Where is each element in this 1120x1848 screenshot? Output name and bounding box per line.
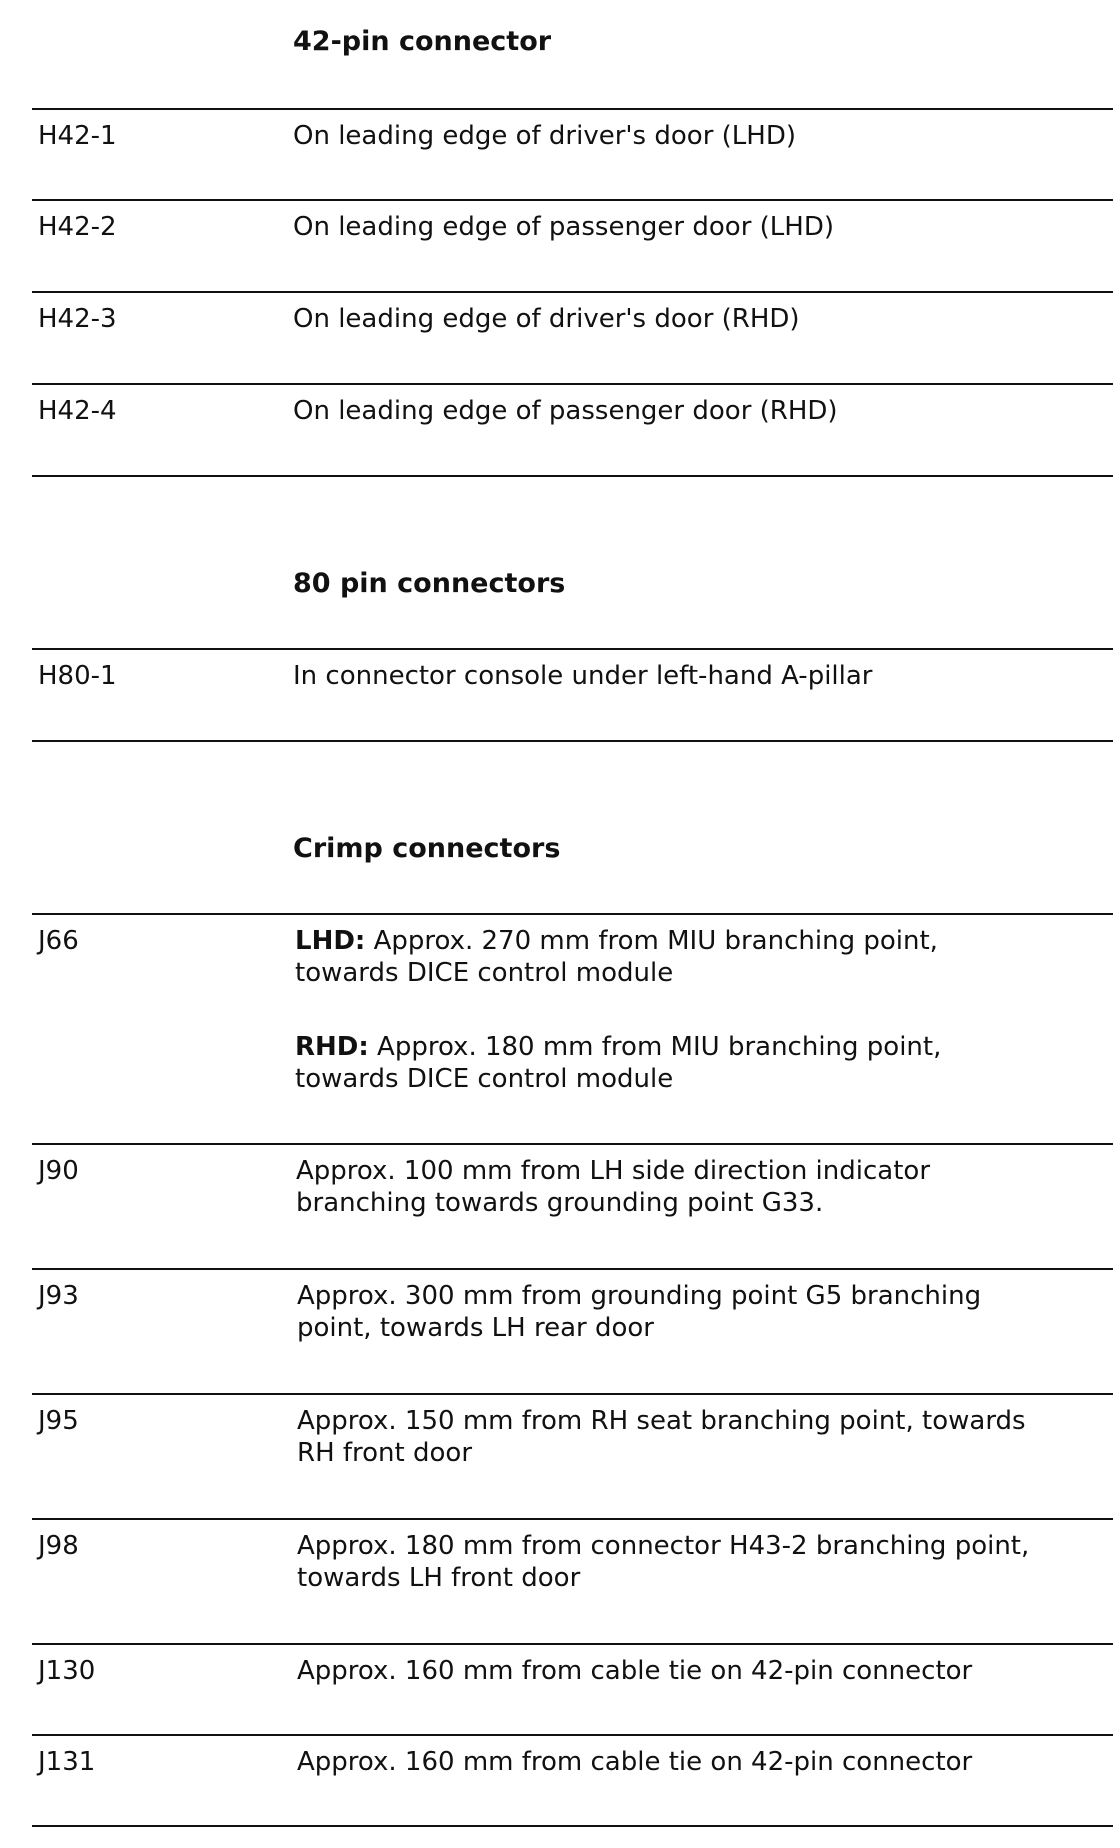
- connector-location-text: [297, 1746, 1120, 1778]
- connector-location-text: [293, 120, 1120, 152]
- location-line: towards DICE control module: [295, 1064, 674, 1094]
- location-line: Approx. 150 mm from RH seat branching point, towards: [297, 1406, 1026, 1436]
- location-line: On leading edge of passenger door (RHD): [293, 396, 838, 426]
- section-heading-42-pin: 42-pin connector: [293, 26, 552, 57]
- location-line: [295, 1031, 1120, 1063]
- connector-location-text: [295, 925, 1120, 989]
- location-line: Approx. 160 mm from cable tie on 42-pin connector: [297, 1656, 973, 1686]
- table-rule: [32, 1143, 1113, 1145]
- connector-code: J131: [38, 1747, 96, 1777]
- table-rule: [32, 108, 1113, 110]
- table-rule: [32, 199, 1113, 201]
- table-rule: [32, 648, 1113, 650]
- table-rule: [32, 1268, 1113, 1270]
- connector-code: J90: [38, 1156, 79, 1186]
- location-line: Approx. 100 mm from LH side direction indicator: [296, 1156, 931, 1186]
- table-rule: [32, 1518, 1113, 1520]
- table-rule: [32, 1734, 1113, 1736]
- connector-location-text: [297, 1280, 1120, 1344]
- connector-location-text: [297, 1530, 1120, 1594]
- connector-code: J98: [38, 1531, 79, 1561]
- table-rule: [32, 291, 1113, 293]
- lhd-text: Approx. 270 mm from MIU branching point,: [373, 926, 938, 956]
- connector-code: H42-4: [38, 396, 117, 426]
- connector-code: J130: [38, 1656, 96, 1686]
- table-rule: [32, 1393, 1113, 1395]
- location-line: RH front door: [297, 1438, 473, 1468]
- table-rule: [32, 740, 1113, 742]
- table-rule: [32, 913, 1113, 915]
- location-line: towards LH front door: [297, 1563, 581, 1593]
- connector-location-text: [293, 211, 1120, 243]
- connector-location-text: [297, 1655, 1120, 1687]
- connector-code: J93: [38, 1281, 79, 1311]
- location-line: Approx. 160 mm from cable tie on 42-pin connector: [297, 1747, 973, 1777]
- connector-location-text: [297, 1405, 1120, 1469]
- connector-code: J66: [38, 926, 79, 956]
- table-rule: [32, 1643, 1113, 1645]
- table-rule: [32, 383, 1113, 385]
- location-line: point, towards LH rear door: [297, 1313, 654, 1343]
- location-line: towards DICE control module: [295, 958, 674, 988]
- table-rule: [32, 475, 1113, 477]
- connector-location-text: [293, 395, 1120, 427]
- rhd-text: Approx. 180 mm from MIU branching point,: [377, 1032, 942, 1062]
- location-line: Approx. 180 mm from connector H43-2 branching point,: [297, 1531, 1030, 1561]
- section-heading-crimp: Crimp connectors: [293, 833, 561, 864]
- table-rule: [32, 1825, 1113, 1827]
- connector-location-text: [293, 660, 1120, 692]
- rhd-label: RHD:: [295, 1032, 369, 1062]
- location-line: On leading edge of driver's door (RHD): [293, 304, 800, 334]
- lhd-label: LHD:: [295, 926, 366, 956]
- location-line: On leading edge of driver's door (LHD): [293, 121, 796, 151]
- connector-location-text: [293, 303, 1120, 335]
- connector-code: J95: [38, 1406, 79, 1436]
- connector-code: H42-1: [38, 121, 117, 151]
- location-line: [295, 925, 1120, 957]
- location-line: branching towards grounding point G33.: [296, 1188, 824, 1218]
- connector-location-text: [296, 1155, 1120, 1219]
- connector-code: H80-1: [38, 661, 117, 691]
- connector-location-text: [295, 1031, 1120, 1095]
- location-line: In connector console under left-hand A-pillar: [293, 661, 873, 691]
- connector-code: H42-2: [38, 212, 117, 242]
- location-line: On leading edge of passenger door (LHD): [293, 212, 834, 242]
- connector-code: H42-3: [38, 304, 117, 334]
- section-heading-80-pin: 80 pin connectors: [293, 568, 566, 599]
- location-line: Approx. 300 mm from grounding point G5 branching: [297, 1281, 982, 1311]
